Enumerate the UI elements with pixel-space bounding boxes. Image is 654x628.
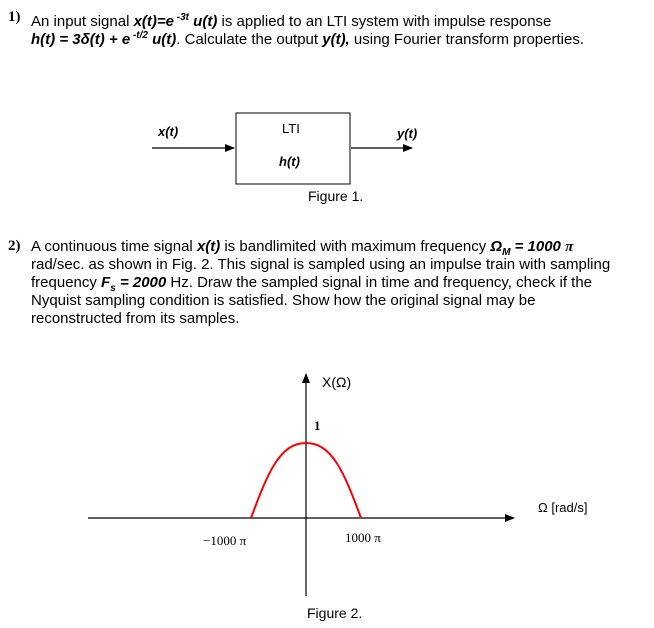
lti-block-title: LTI <box>282 121 300 136</box>
max-frequency-value: = 1000 <box>510 238 566 255</box>
output-signal: y(t), <box>322 31 350 48</box>
impulse-response-rest: (t) + e <box>89 31 131 48</box>
problem2-line5: reconstructed from its samples. <box>31 310 240 327</box>
impulse-response-expr: h(t) = 3 <box>31 31 81 48</box>
figure2-caption: Figure 2. <box>307 605 363 621</box>
problem2-line4: Nyquist sampling condition is satisfied. Show how the original signal may be <box>31 292 536 309</box>
problem1-text-c: . Calculate the output <box>176 31 323 48</box>
problem1-number: 1) <box>8 9 21 25</box>
peak-value-label: 1 <box>314 418 321 433</box>
problem1-text-d: using Fourier transform properties. <box>349 31 584 48</box>
lti-block-impulse-label: h(t) <box>279 154 300 169</box>
input-step: u(t) <box>189 13 218 30</box>
frequency-axis-label: Ω [rad/s] <box>538 500 588 515</box>
magnitude-axis-label: X(Ω) <box>322 374 352 390</box>
impulse-step: u(t) <box>147 31 177 48</box>
problem2-text-a: A continuous time signal <box>31 238 197 255</box>
pi-symbol: π <box>565 239 574 255</box>
delta-symbol: δ <box>80 31 90 48</box>
problem2-text-b: is bandlimited with maximum frequency <box>220 238 491 255</box>
problem1-text-a: An input signal <box>31 13 134 30</box>
sampling-freq-symbol: F <box>101 274 111 291</box>
problem1-text-b: is applied to an LTI system with impulse response <box>217 13 552 30</box>
problem2-text-c: frequency <box>31 274 102 291</box>
sampling-freq-value: = 2000 <box>115 274 167 291</box>
problem2-line2: rad/sec. as shown in Fig. 2. This signal is sampled using an impulse train with sampling <box>31 256 611 273</box>
problem2-number: 2) <box>8 238 21 254</box>
figure1-output-label: y(t) <box>397 126 418 141</box>
input-exponent: -3t <box>174 12 190 23</box>
sampling-freq-subscript: s <box>110 283 116 294</box>
input-signal-expr: x(t)=e <box>133 13 175 30</box>
positive-cutoff-label: 1000 π <box>345 530 381 545</box>
problem2-text-d: Hz. Draw the sampled signal in time and frequency, check if the <box>166 274 593 291</box>
impulse-exponent: -t/2 <box>130 30 148 41</box>
figure1-input-label: x(t) <box>158 124 179 139</box>
figure1-caption: Figure 1. <box>308 188 364 204</box>
signal-x: x(t) <box>196 238 221 255</box>
omega-subscript: M <box>502 247 511 258</box>
omega-symbol: Ω <box>490 238 503 255</box>
negative-cutoff-label: −1000 π <box>203 533 247 548</box>
